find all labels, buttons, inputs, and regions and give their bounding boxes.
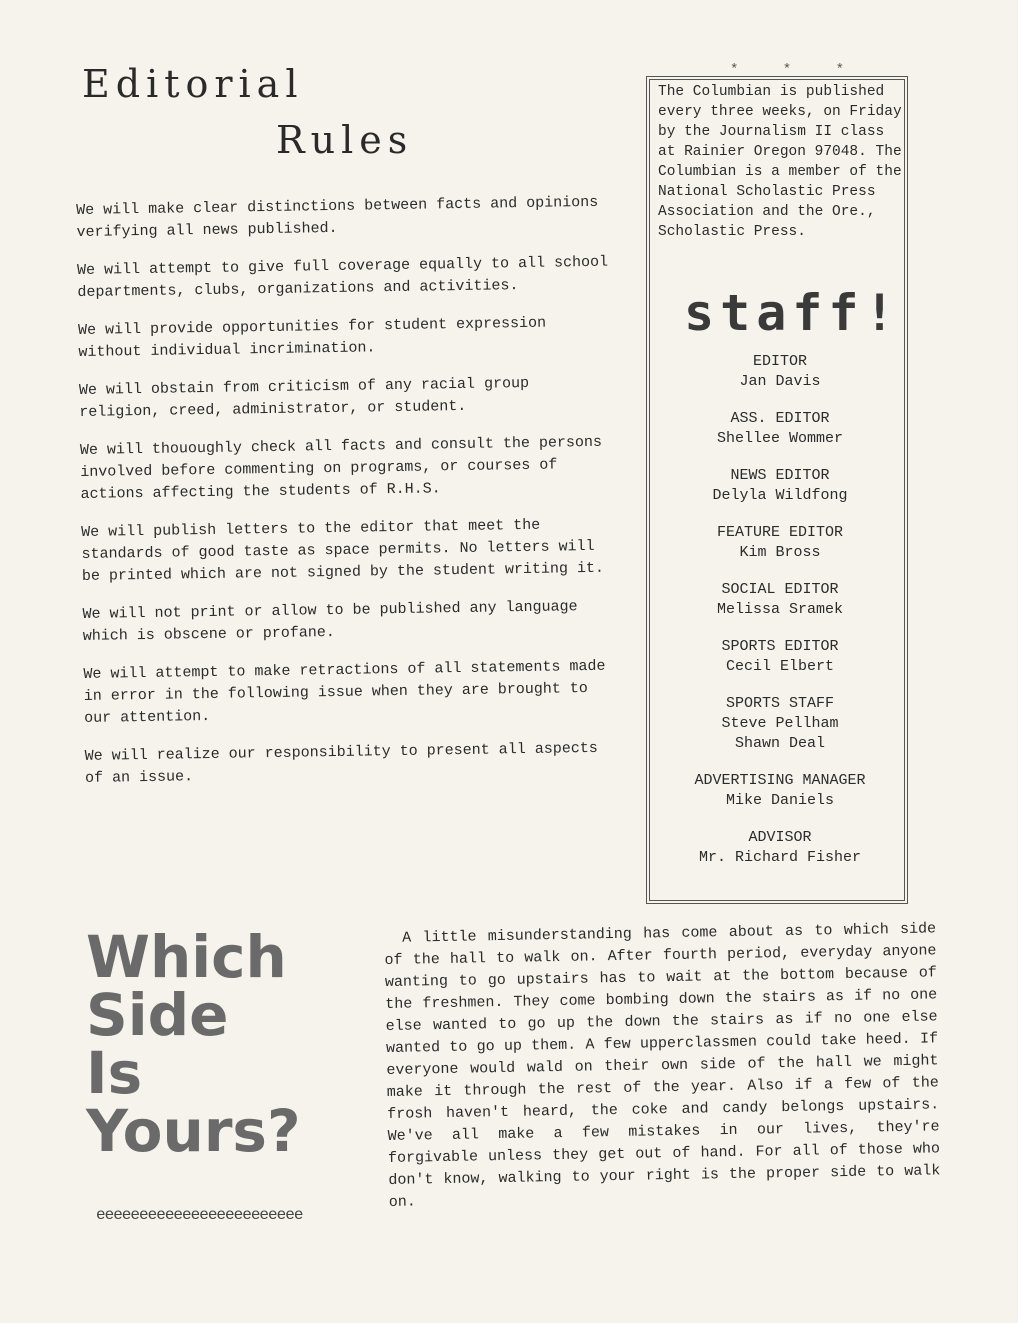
headline-line: Yours? — [86, 1097, 301, 1165]
staff-name: Cecil Elbert — [725, 658, 835, 675]
masthead-stars: * * * — [730, 62, 863, 78]
staff-entry — [660, 828, 900, 868]
editorial-rule: We will publish letters to the editor that meet the standards of good taste as space permits. No letters will be printed which are not signed by the student writing it. — [81, 516, 605, 585]
staff-entry — [660, 771, 900, 811]
staff-role: ASS. EDITOR — [730, 410, 830, 427]
editorial-rule: We will attempt to make retractions of all statements made in error in the following issue when they are brought to our attention. — [83, 657, 606, 727]
staff-role: SPORTS STAFF — [725, 695, 835, 712]
staff-name: Melissa Sramek — [716, 601, 844, 618]
editorial-title-line2: Rules — [276, 118, 414, 162]
staff-entry — [660, 694, 900, 754]
which-side-article: A little misunderstanding has come about as to which side of the hall to walk on. After fourth period, everyday anyone wanting to go upstairs has to wait at the bottom because of the freshmen. They come bombing down the stairs as if no one else wanted to go up the down the stairs as if no one else wanted to go up them. A few upperclassmen could take heed. If everyone would wald on their own side of the hall we might make it through the rest of the year. Also if a few of the frosh haven't heard, the coke and candy belongs upstairs. We've all make a few mistakes in our lives, they're forgivable unless they get out of hand. For all of those who don't know, walking to your right is the proper side to walk on. — [384, 920, 941, 1211]
staff-name: Shellee Wommer — [716, 430, 844, 447]
which-side-headline — [86, 923, 366, 1165]
staff-entry — [660, 409, 900, 449]
staff-list — [660, 352, 900, 885]
staff-role: EDITOR — [752, 353, 807, 370]
editorial-rules-list — [76, 192, 625, 806]
editorial-rule: We will thououghly check all facts and consult the persons involved before commenting on programs, or courses of actions affecting the students of R.H.S. — [79, 433, 603, 503]
headline-line: Side — [86, 981, 229, 1049]
headline-line: Which — [86, 923, 287, 991]
staff-role: ADVISOR — [748, 829, 812, 846]
staff-name: Mike Daniels — [725, 792, 835, 809]
headline-line: Is — [86, 1039, 143, 1107]
staff-role: NEWS EDITOR — [730, 467, 830, 484]
staff-name: Delyla Wildfong — [712, 487, 848, 504]
staff-name: Mr. Richard Fisher — [698, 849, 862, 866]
staff-name: Jan Davis — [739, 373, 821, 390]
editorial-rule: We will attempt to give full coverage equally to all school departments, clubs, organizations and activities. — [76, 253, 609, 301]
staff-entry — [660, 352, 900, 392]
staff-role: SPORTS EDITOR — [721, 638, 839, 655]
staff-heading: staff! — [684, 284, 901, 342]
editorial-rule: We will provide opportunities for student expression without individual incrimination. — [77, 314, 547, 361]
staff-name: Shawn Deal — [734, 735, 825, 752]
staff-name: Kim Bross — [739, 544, 821, 561]
editorial-title-line1: Editorial — [82, 62, 304, 106]
decorative-squiggle: ееееееееееееееееееееееее — [96, 1206, 303, 1224]
staff-role: SOCIAL EDITOR — [721, 581, 839, 598]
staff-role: ADVERTISING MANAGER — [694, 772, 866, 789]
editorial-rule: We will make clear distinctions between facts and opinions verifying all news published. — [76, 193, 599, 241]
staff-entry — [660, 580, 900, 620]
masthead-description: The Columbian is published every three weeks, on Friday by the Journalism II class at Rainier Oregon 97048. The Columbian is a member of the National Scholastic Press Association and the Ore., Scholastic Press. — [658, 84, 902, 240]
staff-name: Steve Pellham — [721, 715, 839, 732]
staff-entry — [660, 523, 900, 563]
staff-entry — [660, 637, 900, 677]
staff-role: FEATURE EDITOR — [716, 524, 844, 541]
editorial-rule: We will obstain from criticism of any racial group religion, creed, administrator, or student. — [78, 374, 530, 421]
editorial-rule: We will not print or allow to be published any language which is obscene or profane. — [82, 598, 578, 645]
staff-entry — [660, 466, 900, 506]
editorial-rule: We will realize our responsibility to present all aspects of an issue. — [84, 739, 598, 787]
